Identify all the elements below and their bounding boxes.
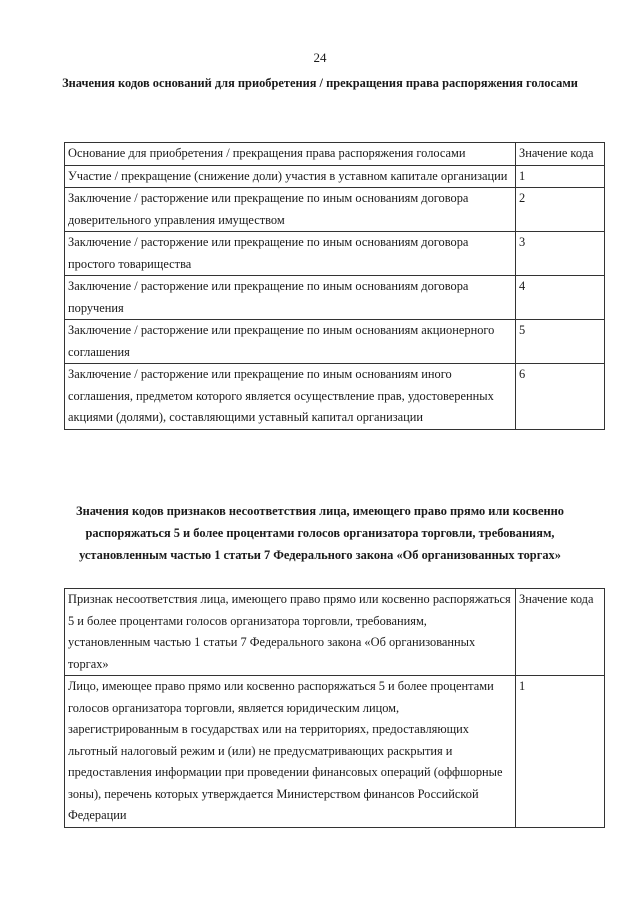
table-row — [65, 232, 605, 276]
table-row — [65, 165, 605, 188]
row-code: 1 — [516, 165, 605, 188]
row-code: 3 — [516, 232, 605, 276]
table-row — [65, 320, 605, 364]
row-text: Заключение / расторжение или прекращение по иным основаниям акционерного соглашения — [65, 320, 516, 364]
row-code: 1 — [516, 676, 605, 828]
header-cell-criterion: Признак несоответствия лица, имеющего право прямо или косвенно распоряжаться 5 и более процентами голосов организатора торговли, требованиям, установленным частью 1 статьи 7 Федерального закона «Об организованных торгах» — [65, 589, 516, 676]
table-row — [65, 276, 605, 320]
header-cell-basis: Основание для приобретения / прекращения права распоряжения голосами — [65, 143, 516, 166]
row-text: Заключение / расторжение или прекращение по иным основаниям договора простого товарищества — [65, 232, 516, 276]
table-row — [65, 364, 605, 430]
header-cell-code: Значение кода — [516, 589, 605, 676]
row-text: Заключение / расторжение или прекращение по иным основаниям иного соглашения, предметом которого является осуществление прав, удостоверенных акциями (долями), составляющими уставный капитал организации — [65, 364, 516, 430]
table-header-row — [65, 589, 605, 676]
table-row — [65, 676, 605, 828]
row-text: Заключение / расторжение или прекращение по иным основаниям договора доверительного управления имуществом — [65, 188, 516, 232]
section1-title: Значения кодов оснований для приобретения / прекращения права распоряжения голосами — [62, 76, 578, 90]
section2-title: Значения кодов признаков несоответствия лица, имеющего право прямо или косвенно распоряжаться 5 и более процентами голосов организатора торговли, требованиям, установленным частью 1 статьи 7 Федерального закона «Об организованных торгах» — [76, 504, 564, 562]
table-header-row — [65, 143, 605, 166]
basis-codes-table — [64, 142, 605, 430]
row-code: 4 — [516, 276, 605, 320]
row-code: 2 — [516, 188, 605, 232]
noncompliance-codes-table — [64, 588, 605, 828]
row-text: Лицо, имеющее право прямо или косвенно распоряжаться 5 и более процентами голосов организатора торговли, является юридическим лицом, зарегистрированным в государствах или на территориях, предоставляющих льготный налоговый режим и (или) не предусматривающих раскрытия и предоставления информации при проведении финансовых операций (оффшорные зоны), перечень которых утверждается Министерством финансов Российской Федерации — [65, 676, 516, 828]
page-number: 24 — [313, 50, 327, 65]
row-text: Участие / прекращение (снижение доли) участия в уставном капитале организации — [65, 165, 516, 188]
row-code: 5 — [516, 320, 605, 364]
header-cell-code: Значение кода — [516, 143, 605, 166]
table-row — [65, 188, 605, 232]
row-code: 6 — [516, 364, 605, 430]
row-text: Заключение / расторжение или прекращение по иным основаниям договора поручения — [65, 276, 516, 320]
